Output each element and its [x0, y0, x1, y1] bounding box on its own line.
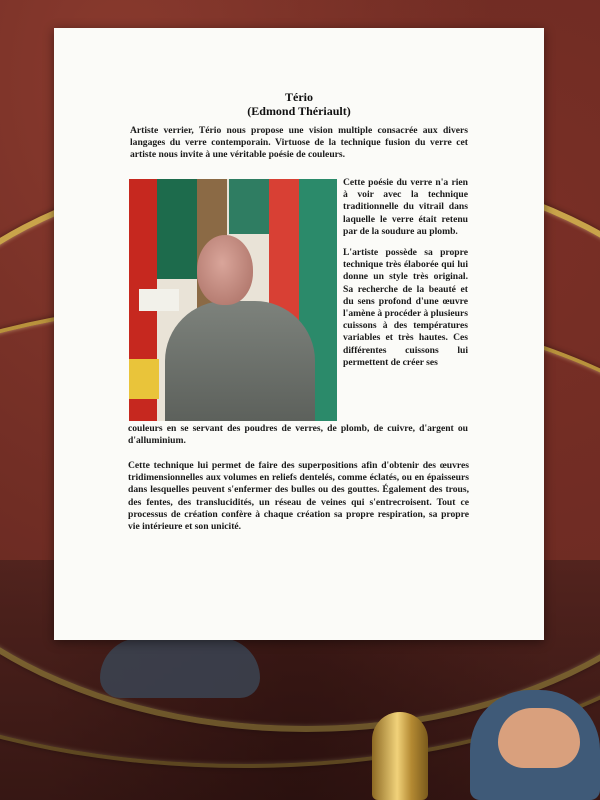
artist-fullname: (Edmond Thériault)	[247, 104, 351, 118]
person-body	[165, 301, 315, 421]
info-sheet	[54, 28, 544, 640]
toes	[498, 708, 580, 768]
artist-photo	[129, 179, 337, 421]
right-column-paragraph-2: L'artiste possède sa propre technique très élaborée qui lui donne un style très original. Sa recherche de la beauté et du sens profond d'une œuvre l'amène à procéder à plusieurs cuissons à des températures variables et très hautes. Ces différentes cuissons lui permettent de créer ses	[343, 247, 468, 368]
person-head	[197, 235, 253, 305]
right-column-text	[343, 177, 468, 378]
artist-name: Tério	[285, 90, 313, 104]
final-paragraph: Cette technique lui permet de faire des superpositions afin d'obtenir des œuvres tridimensionnelles aux volumes en reliefs dentelés, comme éclatés, ou en épaisseurs dans lesquelles peuvent s'enfermer des bulles ou des gouttes. Également des trous, des fentes, des translucidités, un réseau de veines qui s'entrecroisent. Tout ce processus de création confère à chaque création sa propre respiration, sa propre vie intérieure et son unicité.	[128, 460, 469, 533]
foot	[470, 690, 600, 800]
intro-paragraph: Artiste verrier, Tério nous propose une vision multiple consacrée aux divers langages du verre contemporain. Virtuose de la technique fusion du verre cet artiste nous invite à une véritable poésie de couleurs.	[130, 125, 468, 161]
sheet-title-block	[54, 90, 544, 118]
shoe	[100, 638, 260, 698]
continuation-paragraph: couleurs en se servant des poudres de verres, de plomb, de cuivre, d'argent ou d'alluminium.	[128, 423, 468, 447]
right-column-paragraph-1: Cette poésie du verre n'a rien à voir avec la technique traditionnelle du vitrail dans laquelle le verre était retenu par de la soudure au plomb.	[343, 177, 468, 237]
brass-post	[372, 712, 428, 800]
